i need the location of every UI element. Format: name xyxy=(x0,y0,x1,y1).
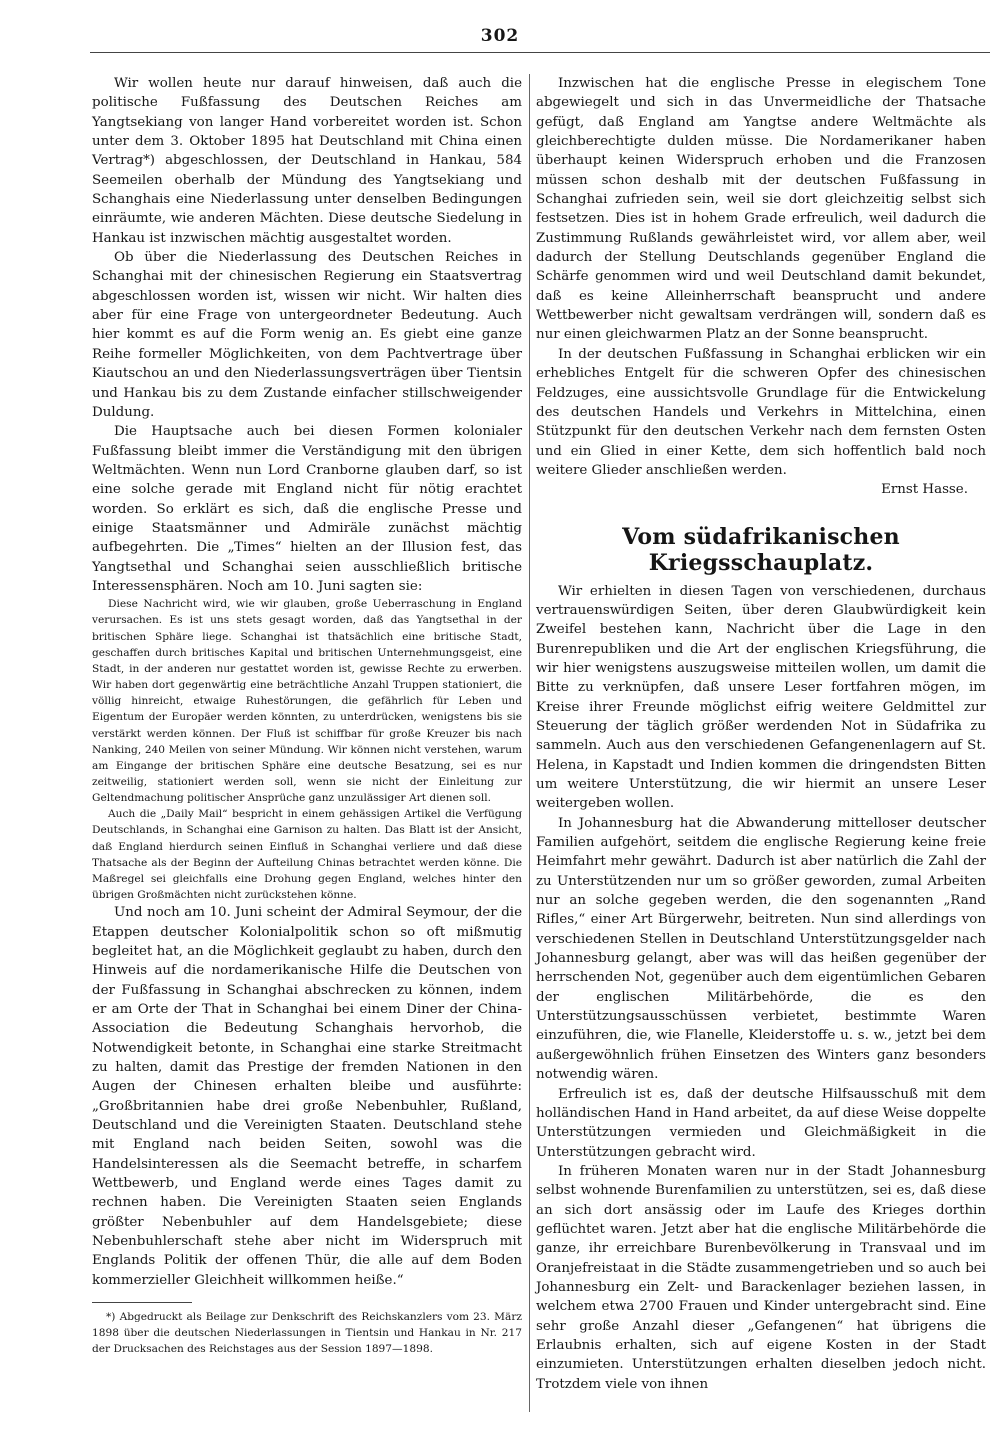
header-rule xyxy=(90,52,990,53)
body-paragraph: Inzwischen hat die englische Presse in elegischem Tone abgewiegelt und sich in das Unvermeidliche der Thatsache gefügt, daß England am Yangtse andere Weltmächte als gleichberechtigte dulden müsse. Die Nordamerikaner haben überhaupt keinen Widerspruch erhoben und die Franzosen müssen schon deshalb mit der deutschen Fußfassung in Schanghai zufrieden sein, weil sie dort gleichzeitig selbst sich festsetzen. Dies ist in hohem Grade erfreulich, weil dadurch die Zustimmung Rußlands gewährleistet wird, vor allem aber, weil dadurch der Stellung Deutschlands gegenüber England die Schärfe genommen wird und weil Deutschland damit bekundet, daß es keine Alleinherrschaft beansprucht und andere Wettbewerber nicht gewaltsam verdrängen will, sondern daß es nur einen gleichwarmen Platz an der Sonne beansprucht. xyxy=(536,76,986,343)
body-paragraph: In Johannesburg hat die Abwanderung mittelloser deutscher Familien aufgehört, seitdem die englische Regierung keine freie Heimfahrt mehr gewährt. Dadurch ist aber natürlich die Zahl der zu Unterstützenden nur um so größer geworden, zumal Arbeiten nur an solche gegeben werden, die den sogenannten „Rand Rifles,“ einer Art Bürgerwehr, beitreten. Nun sind allerdings von verschiedenen Stellen in Deutschland Unterstützungsgelder nach Johannesburg gelangt, aber was will das heißen gegenüber der herrschenden Not, gegenüber auch dem eigentümlichen Gebaren der englischen Militärbehörde, die es den Unterstützungsausschüssen verbietet, bestimmte Waren einzuführen, die, wie Flanelle, Kleiderstoffe u. s. w., jetzt bei dem außergewöhnlich frühen Einsetzen des Winters ganz besonders notwendig wären. xyxy=(536,815,986,1083)
body-paragraph: Ob über die Niederlassung des Deutschen Reiches in Schanghai mit der chinesischen Regierung ein Staatsvertrag abgeschlossen worden ist, wissen wir nicht. Wir halten dies aber für eine Frage von untergeordneter Bedeutung. Auch hier kommt es auf die Form wenig an. Es giebt eine ganze Reihe formeller Möglichkeiten, von dem Pachtvertrage über Kiautschou an und den Niederlassungsverträgen über Tientsin und Hankau bis zu dem Zustande einfacher stillschweigender Duldung. xyxy=(92,250,522,420)
body-paragraph: Wir wollen heute nur darauf hinweisen, daß auch die politische Fußfassung des Deutschen Reiches am Yangtsekiang von langer Hand vorbereitet worden ist. Schon unter dem 3. Oktober 1895 hat Deutschland mit China einen Vertrag*) abgeschlossen, der Deutschland in Hankau, 584 Seemeilen oberhalb der Mündung des Yangtsekiang und Schanghais eine Niederlassung unter denselben Bedingungen einräumte, wie anderen Mächten. Diese deutsche Siedelung in Hankau ist inzwischen mächtig ausgestaltet worden. xyxy=(92,76,522,246)
quote-paragraph: Diese Nachricht wird, wie wir glauben, große Ueberraschung in England verursachen. Es ist uns stets gesagt worden, daß das Yangtsethal in der britischen Sphäre liege. Schanghai ist thatsächlich eine britische Stadt, geschaffen durch britisches Kapital und britischen Unternehmungsgeist, eine Stadt, in der anderen nur gestattet worden ist, gewisse Rechte zu erwerben. Wir haben dort gegenwärtig eine beträchtliche Anzahl Truppen stationiert, die völlig hinreicht, etwaige Ruhestörungen, die gefährlich für Leben und Eigentum der Europäer werden könnten, zu unterdrücken, wenigstens bis sie verstärkt werden können. Der Fluß ist schiffbar für große Kreuzer bis nach Nanking, 240 Meilen von seiner Mündung. Wir können nicht verstehen, warum am Eingange der britischen Sphäre eine deutsche Besatzung, sei es nur zeitweilig, stationiert werden soll, wenn sie nicht der Einleitung zur Geltendmachung politischer Ansprüche ganz unzulässiger Art dienen soll. xyxy=(92,598,522,805)
footnote-rule xyxy=(92,1302,192,1303)
right-column xyxy=(536,74,986,1394)
body-paragraph: Erfreulich ist es, daß der deutsche Hilfsausschuß mit dem holländischen Hand in Hand arbeitet, da auf diese Weise doppelte Unterstützungen vermieden und Gleichmäßigkeit in die Unterstützungen gebracht wird. xyxy=(536,1086,986,1160)
left-column xyxy=(92,74,522,1357)
page-number: 302 xyxy=(480,26,520,46)
body-paragraph: Die Hauptsache auch bei diesen Formen kolonialer Fußfassung bleibt immer die Verständigung mit den übrigen Weltmächten. Wenn nun Lord Cranborne glauben darf, so ist eine solche gerade mit England nicht für nötig erachtet worden. So erklärt es sich, daß die englische Presse und einige Staatsmänner und Admiräle zunächst mächtig aufbegehrten. Die „Times“ hielten an der Illusion fest, das Yangtsethal und Schanghai seien ausschließlich britische Interessensphären. Noch am 10. Juni sagten sie: xyxy=(92,424,522,594)
column-divider xyxy=(529,74,530,1412)
author-signature: Ernst Hasse. xyxy=(881,482,968,498)
section-heading: Vom südafrikanischen Kriegsschauplatz. xyxy=(622,523,900,576)
body-paragraph: In früheren Monaten waren nur in der Stadt Johannesburg selbst wohnende Burenfamilien zu unterstützen, sei es, daß diese an sich dort ansässig oder im Laufe des Krieges dorthin geflüchtet waren. Jetzt aber hat die englische Militärbehörde die ganze, ihr erreichbare Burenbevölkerung in Transvaal und im Oranjefreistaat in die Städte zusammengetrieben und so auch bei Johannesburg ein Zelt- und Barackenlager beziehen lassen, in welchem etwa 2700 Frauen und Kinder untergebracht sind. Eine sehr große Anzahl dieser „Gefangenen“ hat übrigens die Erlaubnis erhalten, sich auf eigene Kosten in der Stadt einzumieten. Unterstützungen erhalten dieselben jedoch nicht. Trotzdem viele von ihnen xyxy=(536,1163,986,1392)
body-paragraph: In der deutschen Fußfassung in Schanghai erblicken wir ein erhebliches Entgelt für die schweren Opfer des chinesischen Feldzuges, eine aussichtsvolle Grundlage für die Entwickelung des deutschen Handels und Verkehrs in Mittelchina, einen Stützpunkt für den deutschen Verkehr nach dem fernsten Osten und ein Glied in einer Kette, dem sich hoffentlich bald noch weitere Glieder anschließen werden. xyxy=(536,346,986,478)
footnote: *) Abgedruckt als Beilage zur Denkschrift des Reichskanzlers vom 23. März 1898 über die deutschen Niederlassungen in Tientsin und Hankau in Nr. 217 der Drucksachen des Reichstages aus der Session 1897—1898. xyxy=(92,1311,522,1356)
body-paragraph: Und noch am 10. Juni scheint der Admiral Seymour, der die Etappen deutscher Kolonialpolitik schon so oft mißmutig begleitet hat, an die Möglichkeit geglaubt zu haben, durch den Hinweis auf die nordamerikanische Hilfe die Deutschen von der Fußfassung in Schanghai abschrecken zu können, indem er am Orte der That in Schanghai bei einem Diner der China-Association die Bedeutung Schanghais hervorhob, die Notwendigkeit betonte, in Schanghai eine starke Streitmacht zu halten, damit das Prestige der fremden Nationen in den Augen der Chinesen erhalten bleibe und ausführte: „Großbritannien habe drei große Nebenbuhler, Rußland, Deutschland und die Vereinigten Staaten. Deutschland stehe mit England nach beiden Seiten, sowohl was die Handelsinteressen als die Seemacht betreffe, in scharfem Wettbewerb, und England werde eines Tages damit zu rechnen haben. Die Vereinigten Staaten seien Englands größter Nebenbuhler auf dem Handelsgebiete; diese Nebenbuhlerschaft stehe aber nicht im Widerspruch mit Englands Politik der offenen Thür, die alle auf dem Boden kommerzieller Gleichheit willkommen heiße.“ xyxy=(92,905,522,1288)
body-paragraph: Wir erhielten in diesen Tagen von verschiedenen, durchaus vertrauenswürdigen Seiten, über deren Glaubwürdigkeit kein Zweifel bestehen kann, Nachricht über die Lage in den Burenrepubliken und die Art der englischen Kriegsführung, die wir hier wenigstens auszugsweise mitteilen wollen, um damit die Bitte zu verknüpfen, daß unsere Leser fortfahren mögen, im Kreise ihrer Freunde möglichst eifrig weitere Geldmittel zur Steuerung der täglich größer werdenden Not in Südafrika zu sammeln. Auch aus den verschiedenen Gefangenenlagern auf St. Helena, in Kapstadt und Indien kommen die dringendsten Bitten um weitere Unterstützung, die wir hiermit an unsere Leser weitergeben wollen. xyxy=(536,583,986,812)
quote-paragraph: Auch die „Daily Mail“ bespricht in einem gehässigen Artikel die Verfügung Deutschlands, in Schanghai eine Garnison zu halten. Das Blatt ist der Ansicht, daß England hierdurch seinen Einfluß in Schanghai verliere und daß diese Thatsache als der Beginn der Aufteilung Chinas betrachtet werden könne. Die Maßregel sei gleichfalls eine Drohung gegen England, welches hinter den übrigen Großmächten nicht zurückstehen könne. xyxy=(92,808,522,902)
